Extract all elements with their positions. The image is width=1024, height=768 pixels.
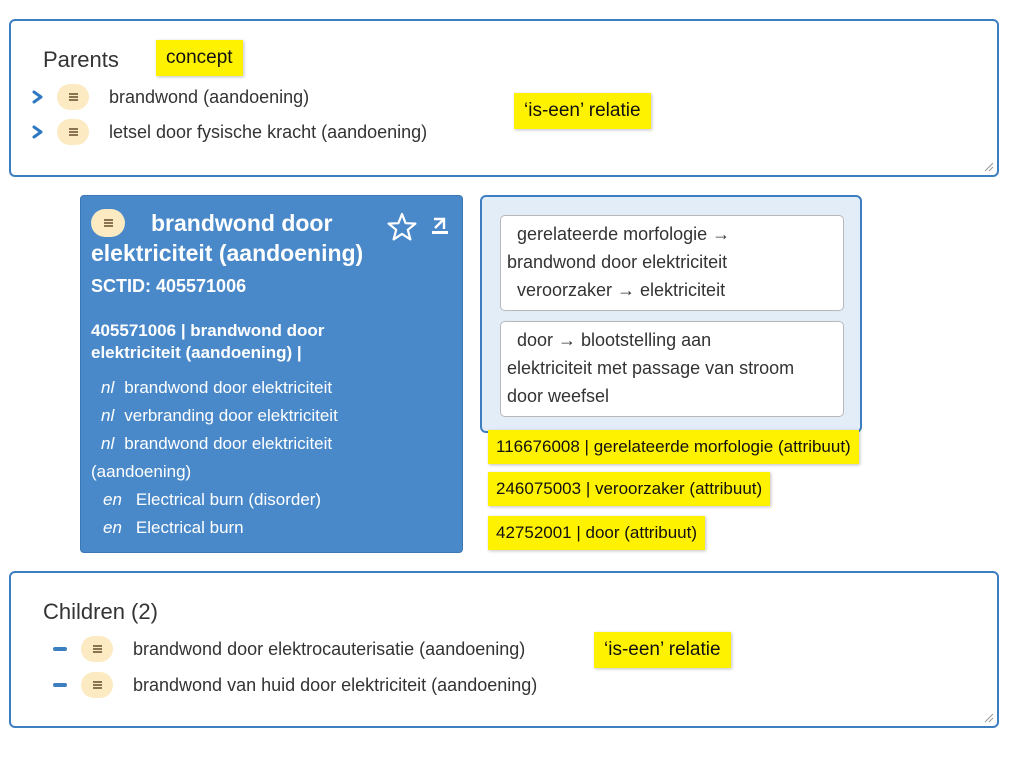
parent-item-label[interactable]: letsel door fysische kracht (aandoening): [109, 121, 428, 142]
causative-annotation: 246075003 | veroorzaker (attribuut): [488, 472, 770, 506]
description-item: [91, 430, 451, 458]
resize-handle-icon[interactable]: [982, 711, 994, 723]
parent-item[interactable]: [31, 119, 427, 145]
definition-icon: [81, 636, 113, 662]
morphology-annotation: 116676008 | gerelateerde morfologie (attribuut): [488, 430, 859, 464]
concept-title-line2: elektriciteit (aandoening): [91, 240, 364, 266]
attribute-group: [500, 215, 844, 311]
child-item[interactable]: [53, 636, 525, 662]
is-a-children-annotation: ‘is-een’ relatie: [594, 632, 731, 668]
description-item-continuation: (aandoening): [91, 462, 192, 481]
concept-card: [80, 195, 463, 553]
attributes-panel: [480, 195, 862, 433]
language-code: nl: [101, 406, 115, 425]
chevron-right-icon[interactable]: [31, 125, 45, 139]
attribute-line[interactable]: door → blootstelling aan: [517, 330, 712, 350]
description-text: verbranding door elektriciteit: [124, 406, 338, 425]
definition-icon: [57, 119, 89, 145]
children-panel: [9, 571, 999, 728]
attribute-line[interactable]: veroorzaker → elektriciteit: [517, 280, 726, 300]
minus-icon[interactable]: [53, 647, 67, 651]
language-code: nl: [101, 434, 115, 453]
attribute-line[interactable]: elektriciteit met passage van stroom: [507, 358, 795, 378]
definition-icon: [91, 209, 125, 237]
attribute-line[interactable]: gerelateerde morfologie →: [517, 224, 731, 244]
description-text: brandwond door elektriciteit: [124, 434, 333, 453]
description-item: [91, 514, 451, 542]
concept-title-line1: brandwond door: [151, 210, 333, 236]
child-item[interactable]: [53, 672, 537, 698]
definition-icon: [81, 672, 113, 698]
fsn-line2: elektriciteit (aandoening) |: [91, 343, 302, 362]
parent-item[interactable]: [31, 84, 309, 110]
attribute-group: [500, 321, 844, 417]
concept-sctid: SCTID: 405571006: [91, 276, 247, 296]
minus-icon[interactable]: [53, 683, 67, 687]
description-text: Electrical burn (disorder): [135, 490, 322, 509]
language-code: nl: [101, 378, 115, 397]
concept-annotation: concept: [156, 40, 243, 76]
concept-title: [91, 208, 391, 268]
language-code: en: [103, 490, 122, 509]
parent-item-label[interactable]: brandwond (aandoening): [109, 86, 310, 107]
attribute-line[interactable]: door weefsel: [507, 386, 610, 406]
description-text: Electrical burn: [135, 518, 244, 537]
description-item: [91, 402, 451, 430]
description-list: [91, 374, 451, 542]
star-icon[interactable]: [387, 212, 417, 242]
description-item: [91, 486, 451, 514]
chevron-right-icon[interactable]: [31, 90, 45, 104]
attribute-line[interactable]: brandwond door elektriciteit: [507, 252, 728, 272]
concept-fsn: [91, 320, 431, 364]
children-title: Children (2): [43, 599, 158, 624]
export-icon[interactable]: [430, 215, 450, 235]
description-text: brandwond door elektriciteit: [124, 378, 333, 397]
fsn-line1: 405571006 | brandwond door: [91, 321, 325, 340]
child-item-label[interactable]: brandwond van huid door elektriciteit (aandoening): [133, 674, 538, 695]
is-a-parents-annotation: ‘is-een’ relatie: [514, 93, 651, 129]
via-annotation: 42752001 | door (attribuut): [488, 516, 705, 550]
description-item: [91, 374, 451, 402]
child-item-label[interactable]: brandwond door elektrocauterisatie (aandoening): [133, 638, 526, 659]
language-code: en: [103, 518, 122, 537]
parents-title: Parents: [43, 47, 119, 72]
resize-handle-icon[interactable]: [982, 160, 994, 172]
definition-icon: [57, 84, 89, 110]
